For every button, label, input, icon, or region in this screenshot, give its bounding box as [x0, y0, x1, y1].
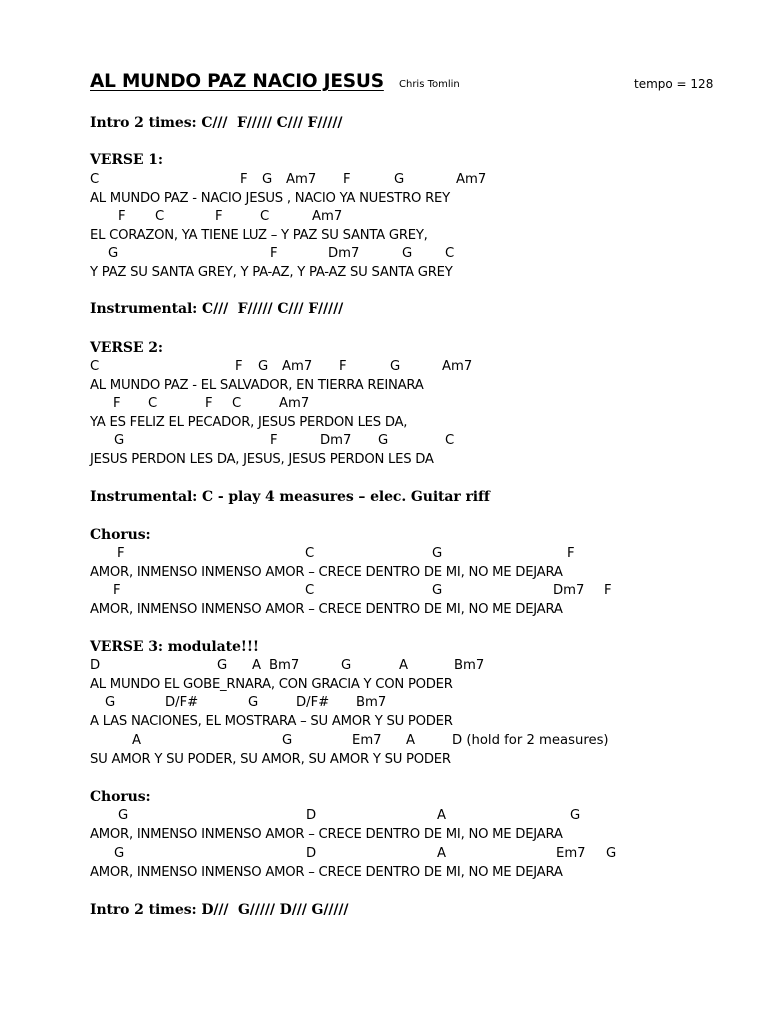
song-title: AL MUNDO PAZ NACIO JESUS — [90, 71, 384, 92]
chord: G — [217, 658, 228, 673]
chord: F — [270, 246, 278, 261]
chord-line — [90, 844, 720, 863]
chord: C — [445, 433, 455, 448]
lyric-line: JESUS PERDON LES DA, JESUS, JESUS PERDON LES DA — [90, 452, 434, 467]
chord-sheet — [90, 0, 720, 1024]
lyric-line: YA ES FELIZ EL PECADOR, JESUS PERDON LES DA, — [90, 415, 408, 430]
chord: G — [248, 695, 259, 710]
chord-line — [90, 581, 720, 600]
chord: Em7 — [556, 846, 586, 861]
lyric-line: A LAS NACIONES, EL MOSTRARA – SU AMOR Y SU PODER — [90, 714, 453, 729]
chord: G — [570, 808, 581, 823]
chord: C — [90, 359, 100, 374]
chord: G — [118, 808, 129, 823]
chord: G — [341, 658, 352, 673]
chord: C — [148, 396, 158, 411]
chord: F — [339, 359, 347, 374]
chord: F — [567, 546, 575, 561]
chord-line — [90, 806, 720, 825]
lyric-line: EL CORAZON, YA TIENE LUZ – Y PAZ SU SANTA GREY, — [90, 228, 428, 243]
lyric-line: AMOR, INMENSO INMENSO AMOR – CRECE DENTRO DE MI, NO ME DEJARA — [90, 565, 563, 580]
chord-line — [90, 244, 720, 263]
chord: G — [282, 733, 293, 748]
chord: D — [306, 846, 317, 861]
chord: F — [604, 583, 612, 598]
chord: Am7 — [456, 172, 487, 187]
chorus-header: Chorus: — [90, 527, 151, 543]
verse-2-header: VERSE 2: — [90, 340, 163, 356]
chord: Dm7 — [553, 583, 585, 598]
chord: Dm7 — [320, 433, 352, 448]
chord: G — [258, 359, 269, 374]
chord: G — [432, 583, 443, 598]
chord: C — [305, 583, 315, 598]
lyric-line: AMOR, INMENSO INMENSO AMOR – CRECE DENTRO DE MI, NO ME DEJARA — [90, 827, 563, 842]
lyric-line: AL MUNDO PAZ - EL SALVADOR, EN TIERRA REINARA — [90, 378, 424, 393]
chord-line — [90, 170, 720, 189]
lyric-line: AMOR, INMENSO INMENSO AMOR – CRECE DENTRO DE MI, NO ME DEJARA — [90, 602, 563, 617]
lyric-line: Y PAZ SU SANTA GREY, Y PA-AZ, Y PA-AZ SU SANTA GREY — [90, 265, 453, 280]
chord-line — [90, 394, 720, 413]
verse-3-header: VERSE 3: modulate!!! — [90, 639, 259, 655]
chord: Am7 — [282, 359, 313, 374]
chord-line — [90, 693, 720, 712]
chord: A — [406, 733, 416, 748]
chord: A — [437, 808, 447, 823]
chord: G — [378, 433, 389, 448]
chord-line — [90, 544, 720, 563]
chord: F — [270, 433, 278, 448]
chord: Am7 — [279, 396, 310, 411]
intro-header: Intro 2 times: D/// G///// D/// G///// — [90, 902, 349, 918]
chord: D — [306, 808, 317, 823]
chord: C — [232, 396, 242, 411]
chord-line — [90, 207, 720, 226]
chord: F — [118, 209, 126, 224]
chord: F — [205, 396, 213, 411]
chord: G — [105, 695, 116, 710]
chord: Am7 — [442, 359, 473, 374]
chord-line — [90, 731, 720, 750]
chord: F — [215, 209, 223, 224]
chord: C — [90, 172, 100, 187]
chord: G — [606, 846, 617, 861]
chord: C — [305, 546, 315, 561]
chord: A — [252, 658, 262, 673]
chord: A — [399, 658, 409, 673]
chord: G — [108, 246, 119, 261]
chord: G — [402, 246, 413, 261]
chord: F — [235, 359, 243, 374]
chord: Am7 — [312, 209, 343, 224]
chord: G — [114, 846, 125, 861]
chord: D (hold for 2 measures) — [452, 733, 609, 748]
lyric-line: SU AMOR Y SU PODER, SU AMOR, SU AMOR Y SU PODER — [90, 752, 451, 767]
chord: F — [240, 172, 248, 187]
chord: G — [114, 433, 125, 448]
chord: C — [445, 246, 455, 261]
lyric-line: AL MUNDO PAZ - NACIO JESUS , NACIO YA NUESTRO REY — [90, 191, 450, 206]
chord: D/F# — [296, 695, 330, 710]
chord: Em7 — [352, 733, 382, 748]
lyric-line: AMOR, INMENSO INMENSO AMOR – CRECE DENTRO DE MI, NO ME DEJARA — [90, 865, 563, 880]
chord: G — [394, 172, 405, 187]
chorus-header: Chorus: — [90, 789, 151, 805]
chord-line — [90, 656, 720, 675]
chord: Bm7 — [454, 658, 485, 673]
tempo-label: tempo = 128 — [634, 77, 714, 91]
chord: Bm7 — [356, 695, 387, 710]
song-author: Chris Tomlin — [399, 79, 460, 90]
chord: G — [390, 359, 401, 374]
chord: G — [262, 172, 273, 187]
chord: G — [432, 546, 443, 561]
chord-line — [90, 431, 720, 450]
chord: F — [113, 396, 121, 411]
chord: A — [437, 846, 447, 861]
instrumental-header: Instrumental: C - play 4 measures – elec. Guitar riff — [90, 489, 490, 505]
chord: C — [155, 209, 165, 224]
instrumental-header: Instrumental: C/// F///// C/// F///// — [90, 301, 344, 317]
chord: D/F# — [165, 695, 199, 710]
chord: Am7 — [286, 172, 317, 187]
chord: D — [90, 658, 101, 673]
intro-header: Intro 2 times: C/// F///// C/// F///// — [90, 115, 343, 131]
chord: C — [260, 209, 270, 224]
chord: F — [113, 583, 121, 598]
chord: A — [132, 733, 142, 748]
chord: F — [117, 546, 125, 561]
verse-1-header: VERSE 1: — [90, 152, 163, 168]
chord: Dm7 — [328, 246, 360, 261]
chord: F — [343, 172, 351, 187]
lyric-line: AL MUNDO EL GOBE_RNARA, CON GRACIA Y CON PODER — [90, 677, 453, 692]
chord: Bm7 — [269, 658, 300, 673]
chord-line — [90, 357, 720, 376]
